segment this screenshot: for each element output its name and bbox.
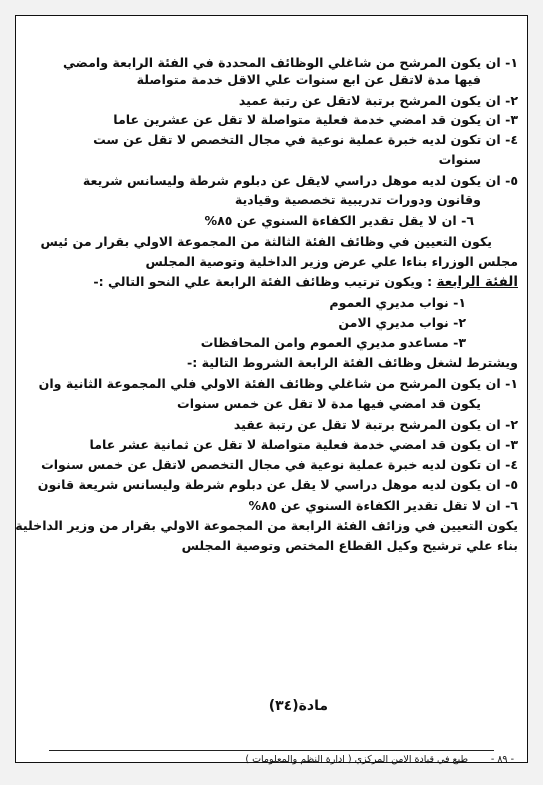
category-four-intro: : ويكون ترتيب وظائف الفئة الرابعة علي النحو التالي :- [93,274,433,289]
text-line: ٥- ان يكون لديه موهل دراسي لايقل عن دبلوم شرطة وليسانس شريعة [82,173,518,188]
text-line: ٢- ان يكون المرشح برتبة لا تقل عن رتبة عقيد [233,417,518,432]
category-four-heading [93,274,518,290]
text-line: ٣- ان يكون قد امضي خدمة فعلية متواصلة لا تقل عن ثمانية عشر عاما [89,437,518,452]
page-number: - ٨٩ - [490,754,514,765]
text-line: سنوات [438,152,481,167]
text-line: ويشترط لشغل وظائف الفئة الرابعة الشروط التالية :- [186,355,518,370]
text-line: مجلس الوزراء بناءا علي عرض وزير الداخلية وتوصية المجلس [145,254,518,269]
text-line: ١- ان يكون المرشح من شاغلي وظائف الفئة الاولي فلي المجموعة الثانية وان [38,376,518,391]
footer-divider [49,750,494,751]
text-line: يكون قد امضي فيها مدة لا تقل عن خمس سنوات [177,396,481,411]
text-line: ١- ان يكون المرشح من شاغلي الوظائف المحددة في الفئة الرابعة وامضي [62,55,518,70]
text-line: ٣- ان يكون قد امضي خدمة فعلية متواصلة لا تقل عن عشرين عاما [113,112,518,127]
text-line: يكون التعيين في وظائف الفئة الثالثة من المجموعة الاولي بقرار من ئيس [40,234,492,249]
text-line: ٢- ان يكون المرشح برتبة لاتقل عن رتبة عميد [238,93,518,108]
text-line: يكون التعيين في وزائف الفئة الرابعة من المجموعة الاولي بقرار من وزير الداخلية [15,518,518,533]
article-title: مادة(٣٤) [268,698,328,714]
document-body [15,15,526,765]
text-line: ٥- ان يكون لديه موهل دراسي لا يقل عن دبلوم شرطة وليسانس شريعة قانون [37,477,518,492]
document-page [15,15,528,763]
text-line: ١- نواب مديري العموم [329,295,466,310]
category-four-label: الفئة الرابعة [436,274,518,290]
footer-text: طبع في قيادة الامن المركزي ( ادارة النظم والمعلومات ) [245,754,468,765]
text-line: ٤- ان تكون لديه خبرة عملية نوعية في مجال التخصص لا تقل عن ست [93,132,518,147]
text-line: ٦- ان لا يقل تقدير الكفاءة السنوي عن ٨٥% [204,213,474,228]
text-line: ٦- ان لا تقل تقدير الكفاءة السنوي عن ٨٥% [248,498,518,513]
text-line: ٤- ان تكون لديه خبرة عملية نوعية في مجال التخصص لاتقل عن خمس سنوات [41,457,518,472]
text-line: ٢- نواب مديري الامن [338,315,466,330]
text-line: وقانون ودورات تدريبية تخصصية وقيادية [234,192,481,207]
text-line: بناء علي ترشيح وكيل القطاع المختص وتوصية المجلس [181,538,518,553]
text-line: ٣- مساعدو مديري العموم وامن المحافظات [200,335,466,350]
text-line: فيها مدة لاتقل عن ابع سنوات علي الاقل خدمة متواصلة [136,72,481,87]
